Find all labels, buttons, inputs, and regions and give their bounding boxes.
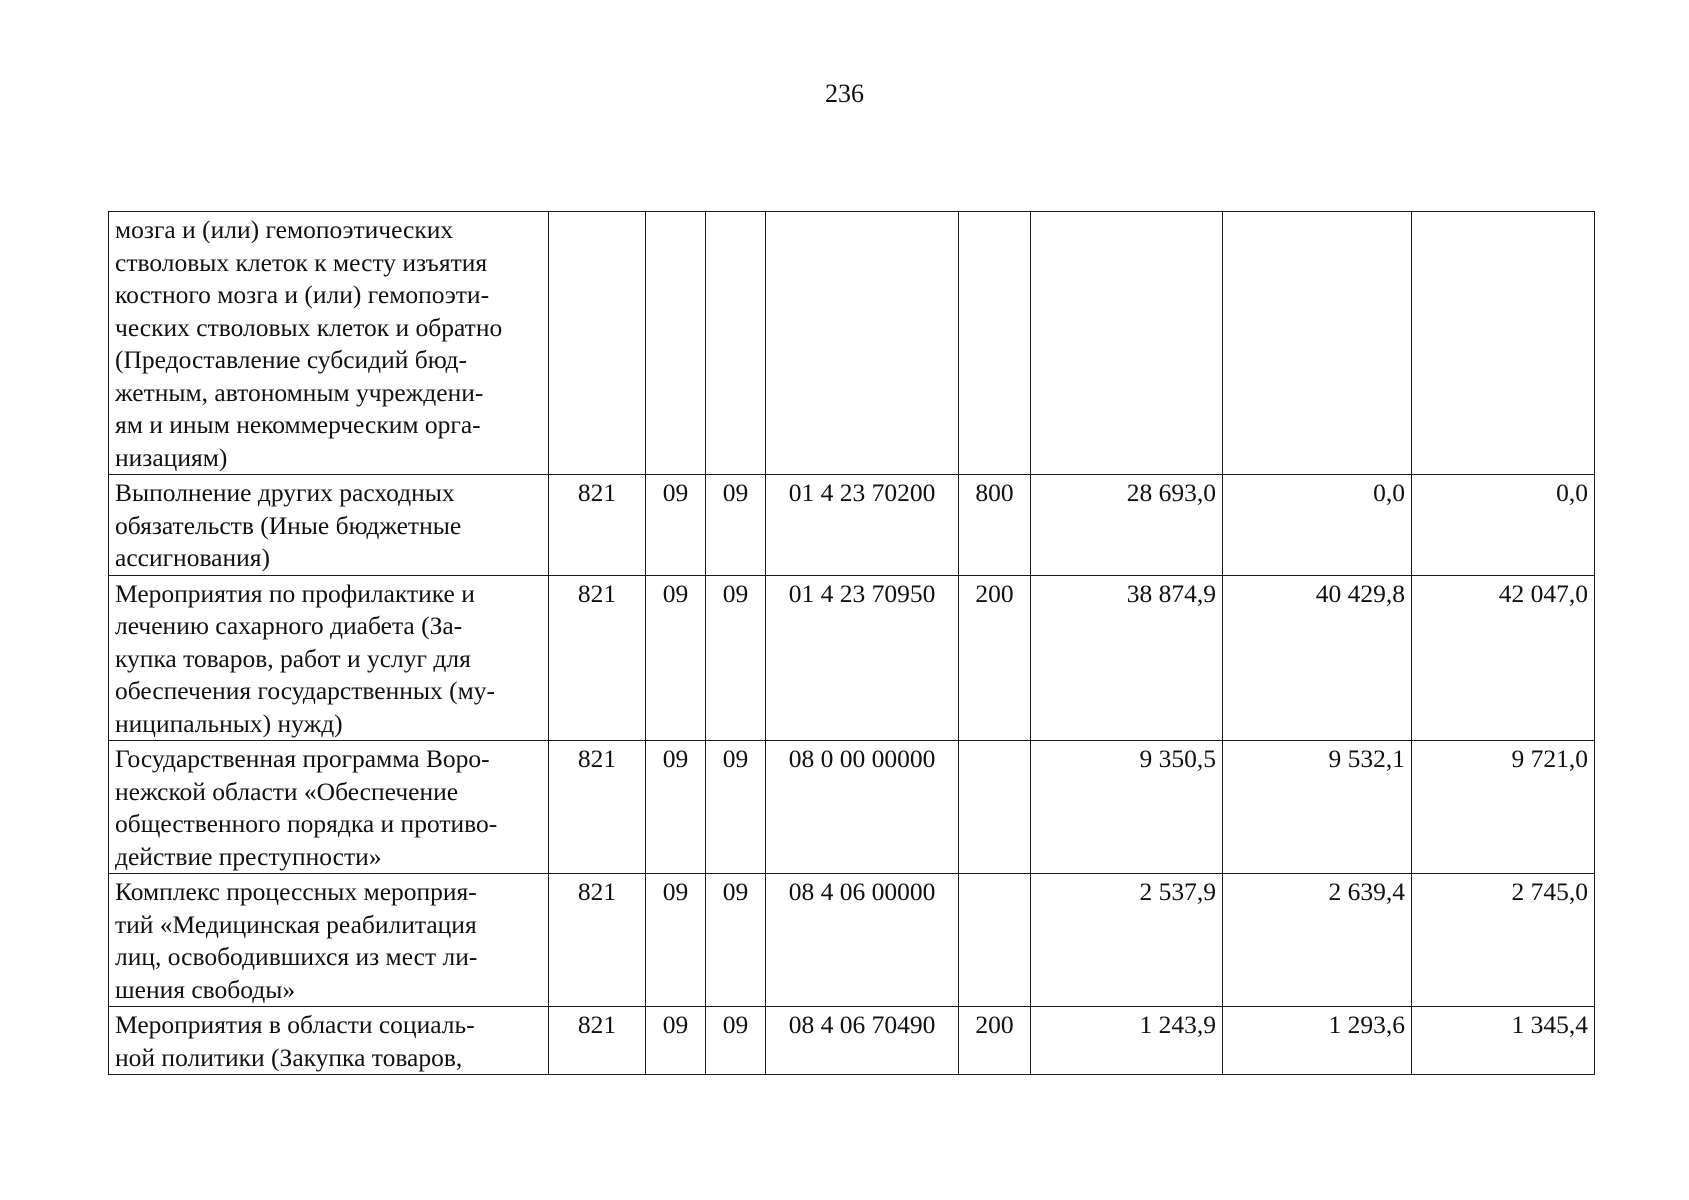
cell-amount-2: 2 639,4 [1223,874,1412,1007]
cell-description [109,212,549,475]
cell-section: 09 [646,741,706,874]
cell-description [109,475,549,576]
description-line: Мероприятия по профилактике и [115,578,475,608]
description-line: ной политики (Закупка товаров, [115,1042,463,1072]
description-line: низациям) [115,442,228,472]
cell-expense-type [959,212,1031,475]
cell-amount-1: 9 350,5 [1031,741,1223,874]
cell-amount-1: 38 874,9 [1031,575,1223,741]
description-line: ниципальных) нужд) [115,708,343,738]
description-line: обязательств (Иные бюджетные [115,510,462,540]
cell-target-article: 08 4 06 70490 [766,1007,959,1075]
cell-amount-1: 2 537,9 [1031,874,1223,1007]
description-line: лечению сахарного диабета (За- [115,611,463,640]
cell-amount-3: 9 721,0 [1412,741,1595,874]
cell-target-article: 01 4 23 70950 [766,575,959,741]
page-number: 236 [825,79,864,108]
budget-table [108,211,1595,1075]
cell-description [109,575,549,741]
cell-section [646,212,706,475]
cell-section: 09 [646,475,706,576]
cell-expense-type [959,741,1031,874]
cell-grbs: 821 [549,475,646,576]
cell-subsection [706,212,766,475]
table-row [109,741,1595,874]
cell-subsection: 09 [706,741,766,874]
cell-section: 09 [646,874,706,1007]
description-line: тий «Медицинская реабилитация [115,909,477,939]
description-line: купка товаров, работ и услуг для [115,643,471,673]
cell-amount-2 [1223,212,1412,475]
description-line: жетным, автономным учреждени- [115,377,484,407]
description-line: Государственная программа Воро- [115,744,490,773]
cell-amount-3: 2 745,0 [1412,874,1595,1007]
description-line: действие преступности» [115,841,382,871]
description-line: лиц, освободившихся из мест ли- [115,942,478,971]
cell-description [109,741,549,874]
cell-amount-3: 0,0 [1412,475,1595,576]
cell-expense-type: 800 [959,475,1031,576]
table-row [109,874,1595,1007]
description-line: Мероприятия в области социаль- [115,1010,475,1039]
cell-description [109,874,549,1007]
cell-subsection: 09 [706,475,766,576]
description-line: костного мозга и (или) гемопоэти- [115,280,490,309]
cell-expense-type: 200 [959,575,1031,741]
cell-amount-2: 9 532,1 [1223,741,1412,874]
description-line: шения свободы» [115,974,296,1004]
cell-target-article: 08 0 00 00000 [766,741,959,874]
description-line: Комплекс процессных мероприя- [115,877,477,906]
description-line: ассигнования) [115,543,270,572]
cell-subsection: 09 [706,575,766,741]
description-line: ческих стволовых клеток и обратно [115,312,503,342]
description-line: ям и иным некоммерческим орга- [115,410,481,439]
cell-grbs: 821 [549,741,646,874]
cell-subsection: 09 [706,874,766,1007]
cell-grbs [549,212,646,475]
table-row [109,1007,1595,1075]
cell-target-article [766,212,959,475]
table-row [109,212,1595,475]
cell-grbs: 821 [549,575,646,741]
table-row [109,475,1595,576]
description-line: (Предоставление субсидий бюд- [115,345,467,374]
description-line: стволовых клеток к месту изъятия [115,247,488,277]
cell-amount-3: 1 345,4 [1412,1007,1595,1075]
description-line: обеспечения государственных (му- [115,676,495,705]
cell-grbs: 821 [549,1007,646,1075]
cell-target-article: 01 4 23 70200 [766,475,959,576]
cell-description [109,1007,549,1075]
cell-subsection: 09 [706,1007,766,1075]
cell-amount-3: 42 047,0 [1412,575,1595,741]
description-line: мозга и (или) гемопоэтических [115,215,454,244]
cell-section: 09 [646,1007,706,1075]
cell-amount-1: 28 693,0 [1031,475,1223,576]
cell-grbs: 821 [549,874,646,1007]
description-line: нежской области «Обеспечение [115,776,459,806]
cell-expense-type [959,874,1031,1007]
cell-amount-2: 40 429,8 [1223,575,1412,741]
cell-amount-1 [1031,212,1223,475]
cell-amount-2: 0,0 [1223,475,1412,576]
cell-amount-1: 1 243,9 [1031,1007,1223,1075]
description-line: общественного порядка и противо- [115,809,498,838]
cell-amount-2: 1 293,6 [1223,1007,1412,1075]
table-body [109,212,1595,1075]
description-line: Выполнение других расходных [115,478,455,507]
cell-expense-type: 200 [959,1007,1031,1075]
cell-amount-3 [1412,212,1595,475]
cell-target-article: 08 4 06 00000 [766,874,959,1007]
cell-section: 09 [646,575,706,741]
table-row [109,575,1595,741]
